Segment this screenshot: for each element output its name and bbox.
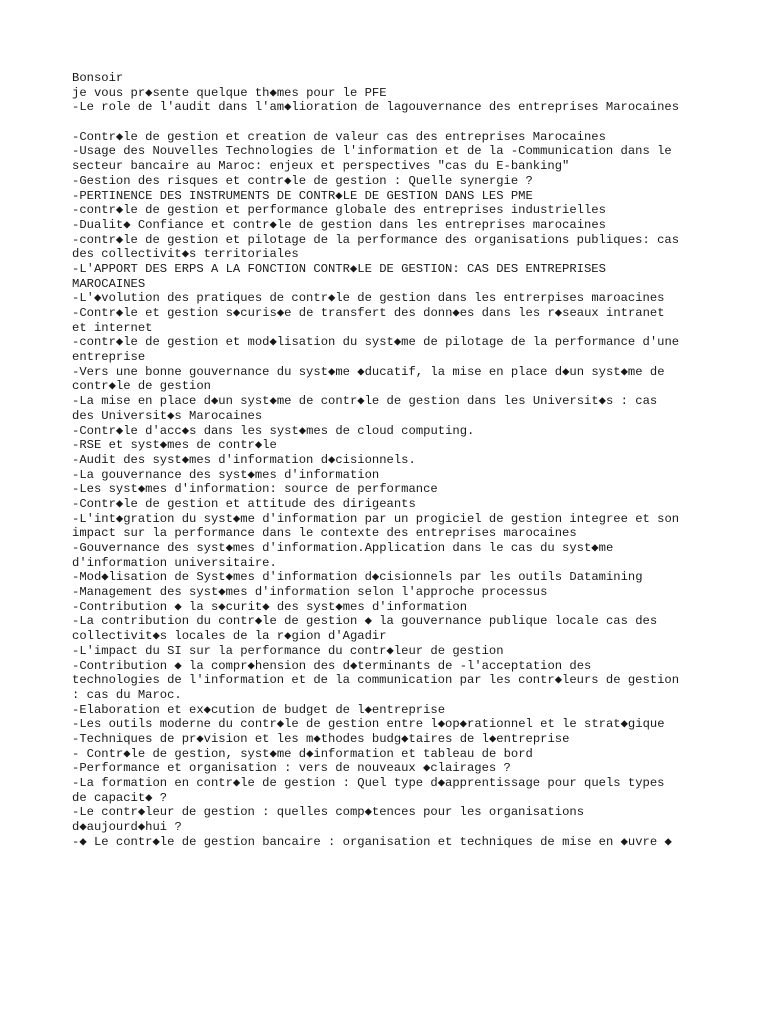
topic-line: -Gouvernance des syst◆mes d'information.Application dans le cas du syst◆me bbox=[72, 541, 614, 555]
topic-line: -RSE et syst◆mes de contr◆le bbox=[72, 438, 277, 453]
topic-line: : cas du Maroc. bbox=[72, 687, 182, 702]
topic-line: secteur bancaire au Maroc: enjeux et perspectives "cas du E-banking" bbox=[72, 159, 570, 174]
blank-line bbox=[72, 115, 752, 130]
topic-line: -L'impact du SI sur la performance du contr◆leur de gestion bbox=[72, 643, 504, 658]
topic-line: et internet bbox=[72, 320, 153, 335]
greeting-line: Bonsoir bbox=[72, 71, 124, 85]
topic-line: -Le contr◆leur de gestion : quelles comp◆tences pour les organisations bbox=[72, 805, 585, 820]
topic-line: -L'◆volution des pratiques de contr◆le de gestion dans les entrerpises maroacines bbox=[72, 291, 665, 306]
topic-line: -Vers une bonne gouvernance du syst◆me ◆ducatif, la mise en place d◆un syst◆me de bbox=[72, 364, 665, 379]
topic-line: des Universit◆s Marocaines bbox=[72, 408, 263, 423]
topic-line: collectivit◆s locales de la r◆gion d'Agadir bbox=[72, 629, 387, 644]
topic-line: -Contr◆le de gestion et attitude des dirigeants bbox=[72, 496, 416, 511]
topic-line: -Le role de l'audit dans l'am◆lioration de lagouvernance des entreprises Marocaines bbox=[72, 100, 680, 115]
topic-line: -Performance et organisation : vers de nouveaux ◆clairages ? bbox=[72, 761, 511, 776]
topic-line: -Contribution ◆ la s◆curit◆ des syst◆mes d'information bbox=[72, 599, 468, 614]
topic-line: technologies de l'information et de la communication par les contr◆leurs de gestion bbox=[72, 673, 680, 688]
topic-line: -La gouvernance des syst◆mes d'information bbox=[72, 467, 380, 482]
topic-line: -Dualit◆ Confiance et contr◆le de gestion dans les entreprises marocaines bbox=[72, 217, 606, 232]
topic-line: -Audit des syst◆mes d'information d◆cisionnels. bbox=[72, 452, 416, 467]
topic-line: -Contr◆le de gestion et creation de valeur cas des entreprises Marocaines bbox=[72, 129, 606, 144]
topic-line: -◆ Le contr◆le de gestion bancaire : organisation et techniques de mise en ◆uvre ◆ bbox=[72, 834, 672, 849]
topic-line: -L'int◆gration du syst◆me d'information par un progiciel de gestion integree et son bbox=[72, 511, 680, 526]
intro-line: je vous pr◆sente quelque th◆mes pour le PFE bbox=[72, 85, 387, 100]
topic-line: -Les outils moderne du contr◆le de gestion entre l◆op◆rationnel et le strat◆gique bbox=[72, 717, 665, 732]
topic-line: entreprise bbox=[72, 350, 146, 365]
topic-line: MAROCAINES bbox=[72, 276, 146, 291]
topic-line: -Elaboration et ex◆cution de budget de l◆entreprise bbox=[72, 702, 446, 717]
topic-line: -Les syst◆mes d'information: source de performance bbox=[72, 482, 438, 497]
topic-line: -PERTINENCE DES INSTRUMENTS DE CONTR◆LE DE GESTION DANS LES PME bbox=[72, 188, 533, 203]
topic-line: de capacit◆ ? bbox=[72, 790, 168, 805]
topic-line: -Mod◆lisation de Syst◆mes d'information d◆cisionnels par les outils Datamining bbox=[72, 570, 643, 585]
topic-line: d'information universitaire. bbox=[72, 555, 277, 570]
topic-line: -Contribution ◆ la compr◆hension des d◆terminants de -l'acceptation des bbox=[72, 658, 592, 673]
topic-line: -contr◆le de gestion et pilotage de la performance des organisations publiques: cas bbox=[72, 232, 680, 247]
topic-line: -Techniques de pr◆vision et les m◆thodes budg◆taires de l◆entreprise bbox=[72, 731, 570, 746]
topic-line: -La contribution du contr◆le de gestion ◆ la gouvernance publique locale cas des bbox=[72, 614, 658, 629]
topic-line: des collectivit◆s territoriales bbox=[72, 247, 299, 262]
document-body bbox=[72, 71, 752, 849]
topic-line: -contr◆le de gestion et performance globale des entreprises industrielles bbox=[72, 203, 606, 218]
topic-line: -Contr◆le et gestion s◆curis◆e de transfert des donn◆es dans les r◆seaux intranet bbox=[72, 306, 665, 320]
topic-line: -L'APPORT DES ERPS A LA FONCTION CONTR◆LE DE GESTION: CAS DES ENTREPRISES bbox=[72, 261, 606, 276]
topic-line: contr◆le de gestion bbox=[72, 379, 211, 394]
topic-line: -Management des syst◆mes d'information selon l'approche processus bbox=[72, 585, 548, 600]
topic-line: -La mise en place d◆un syst◆me de contr◆le de gestion dans les Universit◆s : cas bbox=[72, 394, 658, 409]
topic-line: impact sur la performance dans le contexte des entreprises marocaines bbox=[72, 526, 577, 541]
topic-line: -Gestion des risques et contr◆le de gestion : Quelle synergie ? bbox=[72, 173, 533, 188]
topic-line: -contr◆le de gestion et mod◆lisation du syst◆me de pilotage de la performance d'une bbox=[72, 335, 680, 350]
topic-line: d◆aujourd◆hui ? bbox=[72, 820, 182, 835]
topic-line: -Contr◆le d'acc◆s dans les syst◆mes de cloud computing. bbox=[72, 423, 475, 438]
topic-line: - Contr◆le de gestion, syst◆me d◆information et tableau de bord bbox=[72, 746, 533, 761]
topic-line: -Usage des Nouvelles Technologies de l'information et de la -Communication dans le bbox=[72, 144, 672, 159]
topic-line: -La formation en contr◆le de gestion : Quel type d◆apprentissage pour quels types bbox=[72, 776, 665, 790]
